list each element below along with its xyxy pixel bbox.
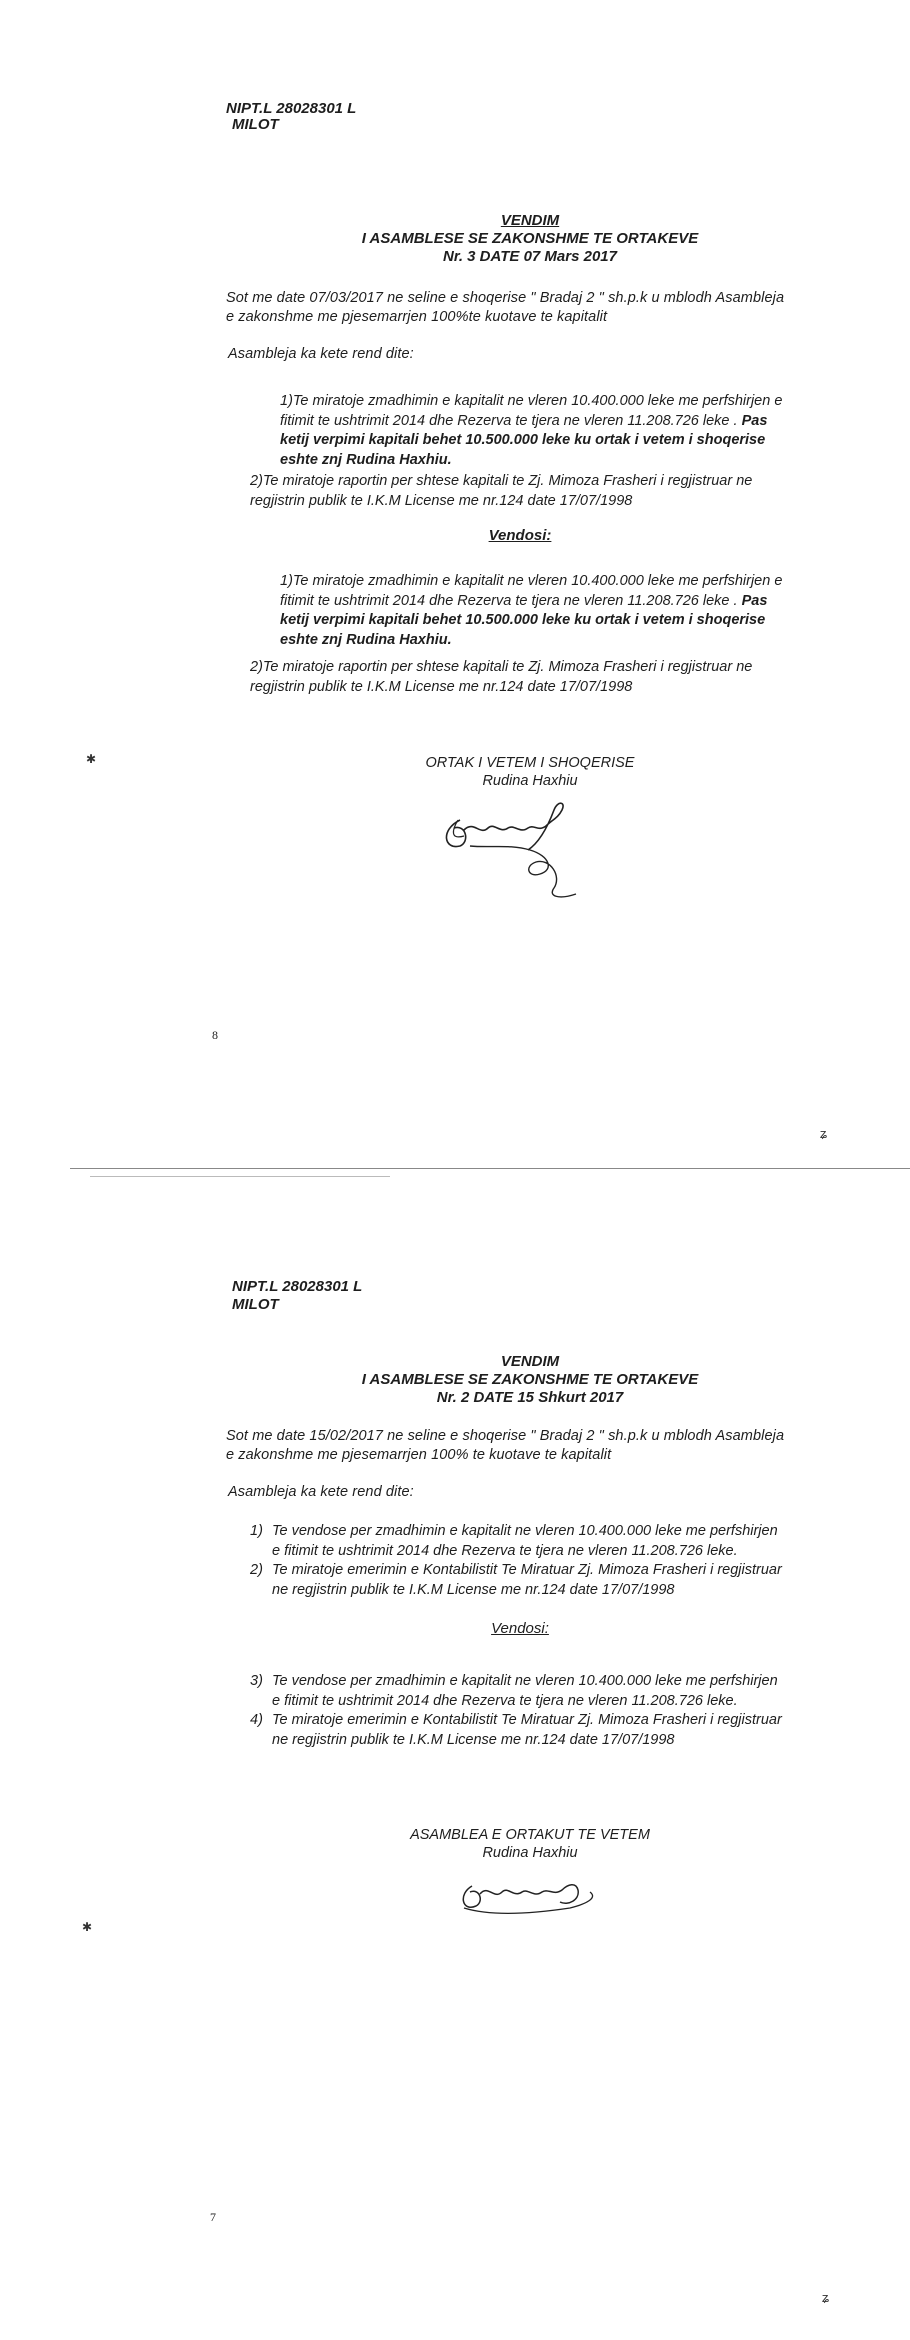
agenda-line: 1)Te miratoje zmadhimin e kapitalit ne vleren 10.400.000 leke me perfshirjen e: [280, 393, 783, 409]
agenda-label: Asambleja ka kete rend dite:: [228, 1484, 414, 1500]
decision-line: 1)Te miratoje zmadhimin e kapitalit ne vleren 10.400.000 leke me perfshirjen e: [280, 573, 783, 589]
agenda-item-2: [250, 472, 850, 511]
agenda-text-bold: Pas: [741, 412, 768, 429]
decision-line: ketij verpimi kapitali behet 10.500.000 leke ku ortak i vetem i shoqerise: [280, 612, 766, 628]
intro-line: e zakonshme me pjesemarrjen 100% te kuotave te kapitalit: [226, 1447, 612, 1463]
page-separator-line: [90, 1176, 390, 1177]
handwritten-signature: [450, 1862, 630, 1932]
vendosi-heading: Vendosi:: [491, 1620, 549, 1637]
scan-mark: ✱: [86, 752, 97, 766]
item-text: [272, 1561, 850, 1600]
decision-text-bold: Pas: [741, 592, 768, 609]
signatory-name: Rudina Haxhiu: [482, 773, 578, 789]
decision-header: [300, 212, 760, 266]
scan-mark: ʑ: [820, 1126, 828, 1141]
agenda-line: 2)Te miratoje raportin per shtese kapitali te Zj. Mimoza Frasheri i regjistruar ne: [250, 473, 753, 489]
decision-line: e fitimit te ushtrimit 2014 dhe Rezerva te tjera ne vleren 11.208.726 leke.: [272, 1692, 738, 1709]
agenda-line: eshte znj Rudina Haxhiu.: [280, 451, 452, 468]
item-number: 4): [250, 1712, 263, 1728]
decision-title: VENDIM: [500, 212, 560, 229]
decision-line: regjistrin publik te I.K.M License me nr.124 date 17/07/1998: [250, 678, 633, 695]
intro-line: Sot me date 15/02/2017 ne seline e shoqerise " Bradaj 2 " sh.p.k u mblodh Asambleja: [226, 1428, 785, 1444]
signatory-title: ASAMBLEA E ORTAKUT TE VETEM: [410, 1827, 650, 1843]
decision-number-date: Nr. 2 DATE 15 Shkurt 2017: [436, 1389, 624, 1406]
agenda-list: [250, 1522, 850, 1600]
vendosi-heading: Vendosi:: [488, 527, 552, 544]
city-name: MILOT: [232, 1296, 279, 1313]
decision-item-1: [280, 572, 840, 650]
item-number: 1): [250, 1523, 263, 1539]
signatory-title: ORTAK I VETEM I SHOQERISE: [425, 755, 635, 771]
intro-paragraph: [226, 1427, 866, 1465]
intro-line: e zakonshme me pjesemarrjen 100%te kuotave te kapitalit: [226, 309, 608, 325]
decision-list: [250, 1672, 850, 1750]
intro-line: Sot me date 07/03/2017 ne seline e shoqerise " Bradaj 2 " sh.p.k u mblodh Asambleja: [226, 290, 785, 306]
city-name: MILOT: [232, 116, 279, 133]
handwritten-signature: [430, 790, 630, 910]
decision-subtitle: I ASAMBLESE SE ZAKONSHME TE ORTAKEVE: [361, 230, 699, 247]
decision-line: ne regjistrin publik te I.K.M License me nr.124 date 17/07/1998: [272, 1731, 675, 1748]
agenda-line: Te miratoje emerimin e Kontabilistit Te Miratuar Zj. Mimoza Frasheri i regjistruar: [272, 1562, 782, 1578]
scan-mark: ʑ: [822, 2290, 830, 2305]
nipt-number: NIPT.L 28028301 L: [232, 1278, 363, 1295]
item-number: 3): [250, 1673, 263, 1689]
agenda-item-1: [280, 392, 840, 470]
agenda-line: regjistrin publik te I.K.M License me nr.124 date 17/07/1998: [250, 492, 633, 509]
nipt-number: NIPT.L 28028301 L: [226, 100, 357, 117]
page-number: 8: [212, 1028, 218, 1042]
agenda-line: ketij verpimi kapitali behet 10.500.000 leke ku ortak i vetem i shoqerise: [280, 432, 766, 448]
scan-mark: ✱: [82, 1920, 93, 1934]
decision-number-date: Nr. 3 DATE 07 Mars 2017: [443, 248, 617, 265]
decision-text: fitimit te ushtrimit 2014 dhe Rezerva te tjera ne vleren 11.208.726 leke .: [280, 592, 738, 609]
decision-line: 2)Te miratoje raportin per shtese kapitali te Zj. Mimoza Frasheri i regjistruar ne: [250, 659, 753, 675]
agenda-line: e fitimit te ushtrimit 2014 dhe Rezerva te tjera ne vleren 11.208.726 leke.: [272, 1542, 738, 1559]
decision-title: VENDIM: [500, 1353, 560, 1370]
decision-line: eshte znj Rudina Haxhiu.: [280, 631, 452, 648]
intro-paragraph: [226, 289, 866, 327]
decision-line: Te miratoje emerimin e Kontabilistit Te Miratuar Zj. Mimoza Frasheri i regjistruar: [272, 1712, 782, 1728]
agenda-label: Asambleja ka kete rend dite:: [228, 346, 414, 362]
item-text: [272, 1672, 850, 1711]
decision-item: [250, 1711, 850, 1750]
item-text: [272, 1711, 850, 1750]
decision-header: [300, 1353, 760, 1407]
decision-subtitle: I ASAMBLESE SE ZAKONSHME TE ORTAKEVE: [361, 1371, 699, 1388]
item-text: [272, 1522, 850, 1561]
signature-block: [380, 1826, 680, 1862]
item-number: 2): [250, 1562, 263, 1578]
agenda-line: Te vendose per zmadhimin e kapitalit ne vleren 10.400.000 leke me perfshirjen: [272, 1523, 778, 1539]
agenda-item: [250, 1522, 850, 1561]
agenda-text: fitimit te ushtrimit 2014 dhe Rezerva te tjera ne vleren 11.208.726 leke .: [280, 412, 738, 429]
signatory-name: Rudina Haxhiu: [482, 1845, 578, 1861]
decision-line: [280, 592, 840, 612]
agenda-line: [280, 412, 840, 432]
decision-line: Te vendose per zmadhimin e kapitalit ne vleren 10.400.000 leke me perfshirjen: [272, 1673, 778, 1689]
decision-item-2: [250, 658, 850, 697]
signature-block: [400, 754, 660, 790]
agenda-line: ne regjistrin publik te I.K.M License me nr.124 date 17/07/1998: [272, 1581, 675, 1598]
agenda-item: [250, 1561, 850, 1600]
page-number: 7: [210, 2210, 216, 2224]
page-separator-line: [70, 1168, 910, 1169]
decision-item: [250, 1672, 850, 1711]
